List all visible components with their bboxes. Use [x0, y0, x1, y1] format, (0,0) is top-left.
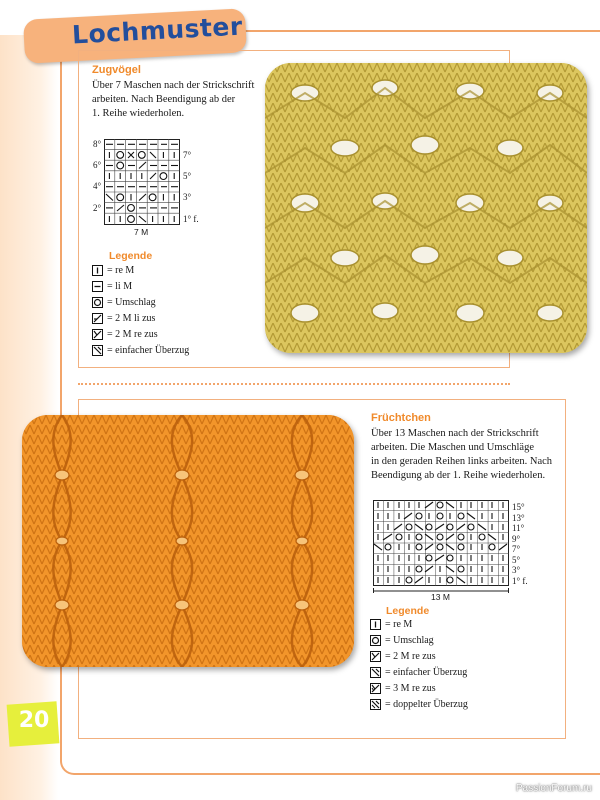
yarn-over-symbol-icon [92, 297, 103, 308]
pattern2-photo [22, 415, 354, 667]
row-label: 13° [512, 513, 525, 523]
row-label: 6° [93, 160, 102, 170]
legend-text: = einfacher Überzug [385, 667, 468, 678]
row-label: 9° [512, 534, 521, 544]
yarn-over-symbol-icon [370, 635, 381, 646]
legend-item [92, 312, 155, 325]
legend-item [370, 682, 436, 695]
legend-item [92, 328, 158, 341]
row-label: 5° [512, 555, 521, 565]
single-decrease-symbol-icon [92, 345, 103, 356]
page-number: 20 [18, 708, 50, 733]
knit-symbol-icon [370, 619, 381, 630]
row-label: 2° [93, 203, 102, 213]
legend-item [92, 264, 134, 277]
section-divider [78, 383, 510, 385]
description-line: Über 13 Maschen nach der Strickschrift [371, 428, 539, 439]
pattern2-heading: Früchtchen [371, 412, 431, 424]
legend-title: Legende [109, 250, 153, 262]
pattern1-heading: Zugvögel [92, 64, 141, 76]
description-line: arbeiten. Die Maschen und Umschläge [371, 442, 534, 453]
chart-width-label: 7 M [134, 227, 149, 237]
legend-text: = einfacher Überzug [107, 345, 190, 356]
legend-item [92, 344, 189, 357]
legend-text: = 2 M li zus [107, 313, 156, 324]
row-label: 3° [512, 565, 521, 575]
description-line: Über 7 Maschen nach der Strickschrift [92, 80, 255, 91]
two-knit-together-symbol-icon [370, 651, 381, 662]
row-label: 8° [93, 139, 102, 149]
pattern2-chart [373, 500, 509, 586]
page-title: Lochmuster [71, 11, 244, 50]
pattern1-description [92, 79, 262, 121]
row-label: 3° [183, 192, 192, 202]
pattern1-photo [265, 63, 587, 353]
legend-title: Legende [386, 605, 430, 617]
double-decrease-symbol-icon [370, 699, 381, 710]
row-label: 1° f. [183, 214, 199, 224]
legend-item [92, 296, 156, 309]
row-label: 15° [512, 502, 525, 512]
pattern2-description [371, 427, 561, 483]
single-decrease-symbol-icon [370, 667, 381, 678]
pattern1-chart-grid [104, 139, 180, 225]
pattern1-chart [104, 139, 180, 225]
yellow-knit-swatch-image [265, 63, 587, 353]
knit-symbol-icon [92, 265, 103, 276]
description-line: in den geraden Reihen links arbeiten. Nach [371, 456, 553, 467]
legend-item [370, 634, 434, 647]
legend-item [370, 666, 467, 679]
orange-knit-swatch-image [22, 415, 354, 667]
description-line: arbeiten. Nach Beendigung ab der [92, 94, 236, 105]
chart-width-label: 13 M [431, 592, 450, 602]
legend-text: = re M [107, 265, 135, 276]
legend-item [370, 618, 412, 631]
row-label: 5° [183, 171, 192, 181]
two-purl-together-symbol-icon [92, 313, 103, 324]
legend-item [370, 650, 436, 663]
legend-text: = doppelter Überzug [385, 699, 468, 710]
legend-item [92, 280, 132, 293]
watermark: PassionForum.ru [515, 783, 592, 794]
legend-text: = Umschlag [107, 297, 156, 308]
row-label: 1° f. [512, 576, 528, 586]
pattern2-chart-grid [373, 500, 509, 586]
description-line: 1. Reihe wiederholen. [92, 108, 185, 119]
row-label: 7° [183, 150, 192, 160]
legend-item [370, 698, 468, 711]
row-label: 7° [512, 544, 521, 554]
purl-symbol-icon [92, 281, 103, 292]
legend-text: = 3 M re zus [385, 683, 436, 694]
row-label: 11° [512, 523, 525, 533]
row-label: 4° [93, 181, 102, 191]
description-line: Beendigung ab der 1. Reihe wiederholen. [371, 470, 546, 481]
legend-text: = 2 M re zus [107, 329, 158, 340]
legend-text: = 2 M re zus [385, 651, 436, 662]
three-knit-together-symbol-icon [370, 683, 381, 694]
legend-text: = Umschlag [385, 635, 434, 646]
legend-text: = re M [385, 619, 413, 630]
two-knit-together-symbol-icon [92, 329, 103, 340]
legend-text: = li M [107, 281, 133, 292]
